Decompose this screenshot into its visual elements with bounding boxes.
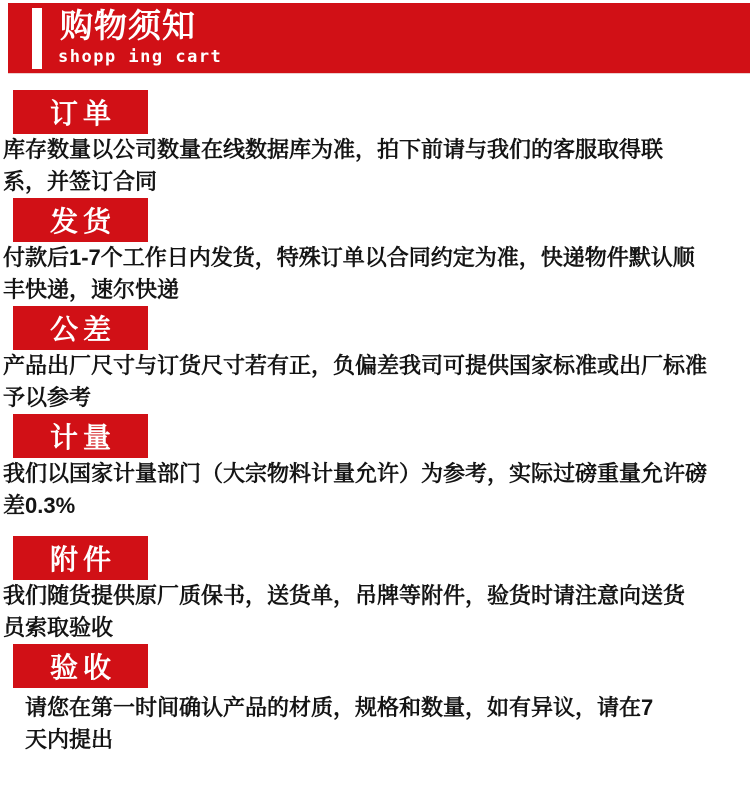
section-order-paragraph <box>0 134 750 198</box>
paragraph-line: 予以参考 <box>3 385 92 410</box>
section-attachments-heading <box>13 536 148 580</box>
page-subtitle: shopp ing cart <box>58 47 223 67</box>
section-order-heading <box>13 90 148 134</box>
section-attachments-paragraph <box>0 580 750 644</box>
section-heading-label: 发货 <box>49 206 116 237</box>
section-measurement <box>0 414 750 522</box>
section-shipping <box>0 198 750 306</box>
shopping-notice-page <box>0 3 750 756</box>
paragraph-line: 丰快递，速尔快递 <box>3 277 180 302</box>
paragraph-line: 天内提出 <box>25 727 114 752</box>
paragraph-line: 员索取验收 <box>3 615 114 640</box>
section-order <box>0 90 750 198</box>
section-acceptance-heading <box>13 644 148 688</box>
banner-accent-bar <box>32 8 42 69</box>
paragraph-line: 我们随货提供原厂质保书，送货单，吊牌等附件，验货时请注意向送货 <box>3 583 686 608</box>
section-heading-label: 验收 <box>49 652 116 683</box>
section-heading-label: 计量 <box>49 422 116 453</box>
section-attachments <box>0 536 750 644</box>
page-banner <box>8 3 750 74</box>
paragraph-line: 产品出厂尺寸与订货尺寸若有正，负偏差我司可提供国家标准或出厂标准 <box>3 353 708 378</box>
page-title: 购物须知 <box>60 7 196 44</box>
paragraph-line: 库存数量以公司数量在线数据库为准，拍下前请与我们的客服取得联 <box>3 137 664 162</box>
section-tolerance <box>0 306 750 414</box>
paragraph-line: 付款后1-7个工作日内发货，特殊订单以合同约定为准，快递物件默认顺 <box>3 245 695 270</box>
section-tolerance-paragraph <box>0 350 750 414</box>
paragraph-line: 我们以国家计量部门（大宗物料计量允许）为参考，实际过磅重量允许磅 <box>3 461 708 486</box>
section-acceptance-paragraph <box>0 692 750 756</box>
section-measurement-heading <box>13 414 148 458</box>
section-heading-label: 附件 <box>49 544 116 575</box>
section-shipping-heading <box>13 198 148 242</box>
section-shipping-paragraph <box>0 242 750 306</box>
section-measurement-paragraph <box>0 458 750 522</box>
paragraph-line: 系，并签订合同 <box>3 169 158 194</box>
section-acceptance <box>0 644 750 756</box>
paragraph-line: 差0.3% <box>3 493 76 518</box>
paragraph-line: 请您在第一时间确认产品的材质，规格和数量，如有异议，请在7 <box>25 695 654 720</box>
section-tolerance-heading <box>13 306 148 350</box>
section-heading-label: 公差 <box>49 314 116 345</box>
section-heading-label: 订单 <box>49 98 116 129</box>
